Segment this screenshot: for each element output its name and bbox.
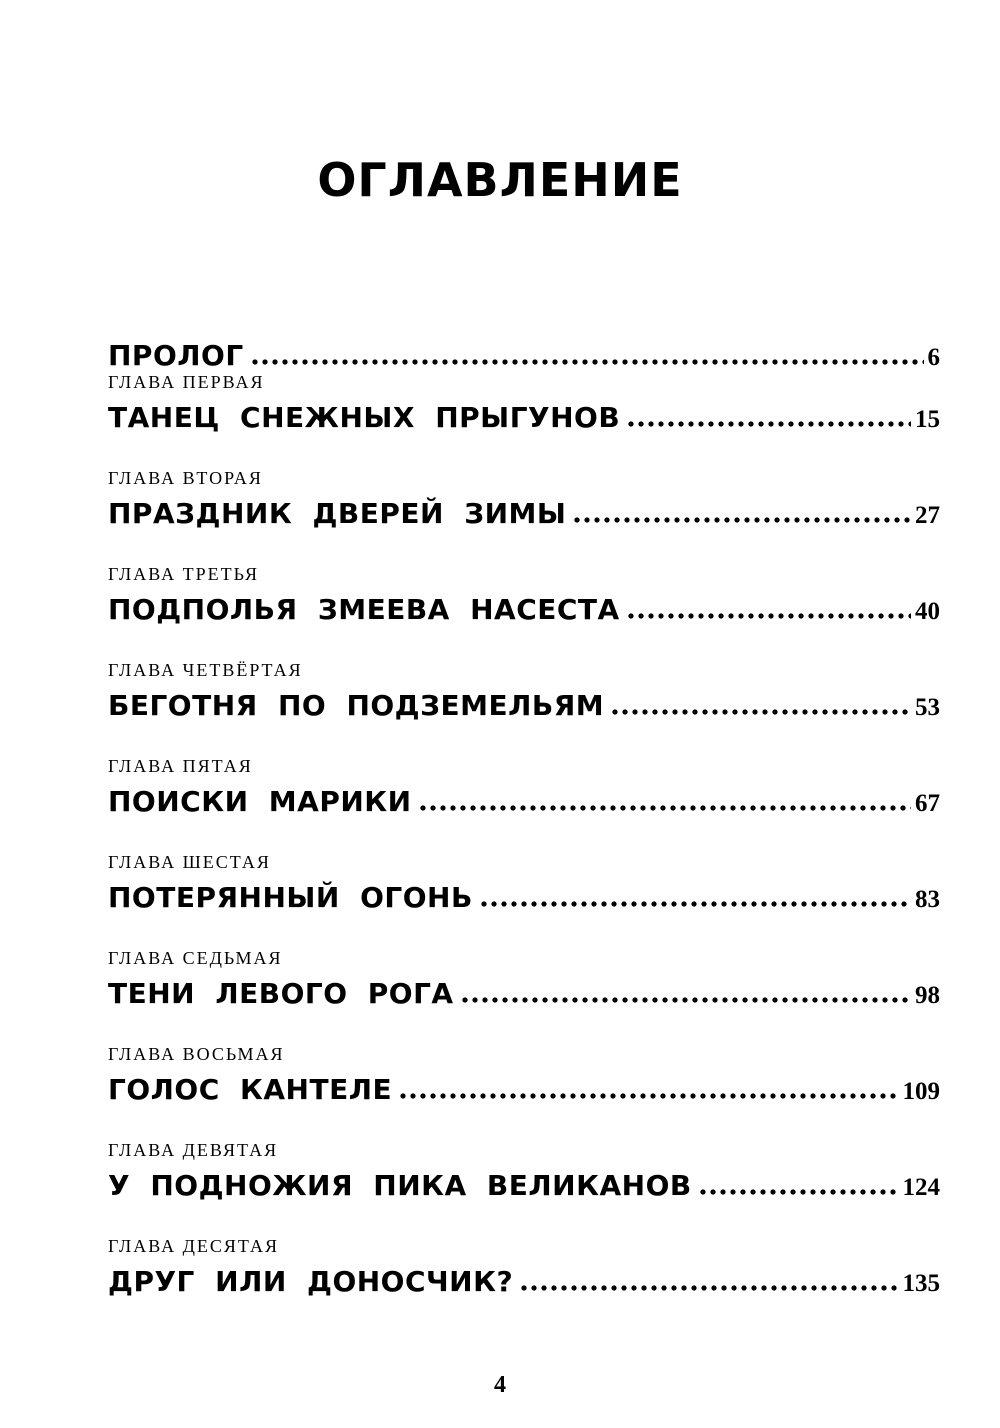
toc-title-row bbox=[108, 398, 940, 438]
toc-title-row bbox=[108, 782, 940, 822]
entry-page-number: 27 bbox=[915, 502, 940, 529]
dot-leader bbox=[479, 900, 911, 908]
chapter-label: ГЛАВА ПЯТАЯ bbox=[108, 756, 253, 776]
chapter-label: ГЛАВА ДЕВЯТАЯ bbox=[108, 1140, 279, 1160]
toc-title-row bbox=[108, 494, 940, 534]
entry-page-number: 67 bbox=[915, 790, 940, 817]
dot-leader bbox=[460, 996, 911, 1004]
page-number: 4 bbox=[494, 1372, 506, 1398]
chapter-label: ГЛАВА ШЕСТАЯ bbox=[108, 852, 271, 872]
entry-page-number: 135 bbox=[902, 1270, 940, 1297]
toc-title-row bbox=[108, 974, 940, 1014]
entry-title: ТАНЕЦ СНЕЖНЫХ ПРЫГУНОВ bbox=[108, 401, 621, 434]
chapter-label: ГЛАВА ВТОРАЯ bbox=[108, 468, 263, 488]
entry-page-number: 15 bbox=[915, 406, 940, 433]
entry-page-number: 53 bbox=[915, 694, 940, 721]
toc-entry-chapter-5[interactable] bbox=[108, 756, 940, 822]
entry-page-number: 109 bbox=[902, 1078, 940, 1105]
entry-title: ПОТЕРЯННЫЙ ОГОНЬ bbox=[108, 881, 473, 914]
dot-leader bbox=[610, 708, 911, 716]
chapter-label: ГЛАВА ЧЕТВЁРТАЯ bbox=[108, 660, 303, 680]
toc-entry-chapter-9[interactable] bbox=[108, 1140, 940, 1206]
dot-leader bbox=[519, 1284, 898, 1292]
entry-title: ПРАЗДНИК ДВЕРЕЙ ЗИМЫ bbox=[108, 497, 567, 530]
chapter-label: ГЛАВА ПЕРВАЯ bbox=[108, 372, 265, 392]
toc-entry-chapter-1[interactable] bbox=[108, 372, 940, 438]
dot-leader bbox=[626, 420, 911, 428]
entry-title: ПРОЛОГ bbox=[108, 339, 244, 372]
toc-title-row bbox=[108, 878, 940, 918]
dot-leader bbox=[572, 516, 911, 524]
toc-entry-chapter-2[interactable] bbox=[108, 468, 940, 534]
entry-page-number: 83 bbox=[915, 886, 940, 913]
chapter-label: ГЛАВА СЕДЬМАЯ bbox=[108, 948, 283, 968]
toc-entry-chapter-3[interactable] bbox=[108, 564, 940, 630]
toc-entry-chapter-6[interactable] bbox=[108, 852, 940, 918]
toc-entry-chapter-10[interactable] bbox=[108, 1236, 940, 1302]
entry-page-number: 6 bbox=[927, 344, 940, 371]
toc-entry-prologue[interactable] bbox=[108, 336, 940, 376]
entry-title: ГОЛОС КАНТЕЛЕ bbox=[108, 1073, 393, 1106]
toc-title-row bbox=[108, 590, 940, 630]
entry-title: ДРУГ ИЛИ ДОНОСЧИК? bbox=[108, 1265, 514, 1298]
dot-leader bbox=[698, 1188, 899, 1196]
entry-title: ПОИСКИ МАРИКИ bbox=[108, 785, 412, 818]
entry-page-number: 98 bbox=[915, 982, 940, 1009]
entry-title: ПОДПОЛЬЯ ЗМЕЕВА НАСЕСТА bbox=[108, 593, 620, 626]
entry-title: ТЕНИ ЛЕВОГО РОГА bbox=[108, 977, 454, 1010]
chapter-label: ГЛАВА ТРЕТЬЯ bbox=[108, 564, 260, 584]
entry-title: БЕГОТНЯ ПО ПОДЗЕМЕЛЬЯМ bbox=[108, 689, 605, 722]
toc-title-row bbox=[108, 1262, 940, 1302]
toc-entry-chapter-7[interactable] bbox=[108, 948, 940, 1014]
toc-title-row bbox=[108, 1070, 940, 1110]
toc-title-row bbox=[108, 686, 940, 726]
dot-leader bbox=[250, 358, 924, 366]
page-title: ОГЛАВЛЕНИЕ bbox=[317, 153, 683, 207]
toc-title-row bbox=[108, 1166, 940, 1206]
entry-title: У ПОДНОЖИЯ ПИКА ВЕЛИКАНОВ bbox=[108, 1169, 692, 1202]
entry-page-number: 124 bbox=[902, 1174, 940, 1201]
toc-entry-chapter-8[interactable] bbox=[108, 1044, 940, 1110]
toc-entry-chapter-4[interactable] bbox=[108, 660, 940, 726]
toc-title-row bbox=[108, 336, 940, 376]
entry-page-number: 40 bbox=[915, 598, 940, 625]
dot-leader bbox=[626, 612, 911, 620]
chapter-label: ГЛАВА ДЕСЯТАЯ bbox=[108, 1236, 280, 1256]
dot-leader bbox=[398, 1092, 898, 1100]
chapter-label: ГЛАВА ВОСЬМАЯ bbox=[108, 1044, 285, 1064]
dot-leader bbox=[418, 804, 911, 812]
